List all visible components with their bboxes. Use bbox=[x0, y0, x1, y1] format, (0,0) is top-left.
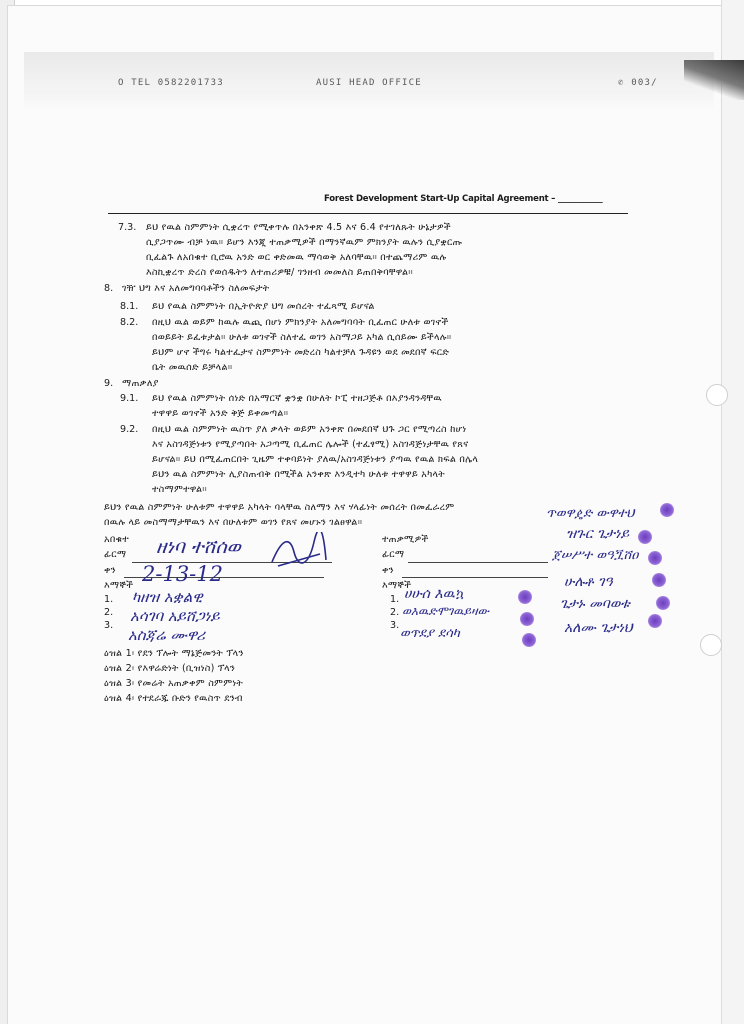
section-9-2-number: 9.2. bbox=[120, 424, 139, 435]
section-9-number: 9. bbox=[104, 378, 114, 389]
handwritten-signer-name: ዘነባ ተሸሰወ bbox=[156, 536, 241, 558]
fingerprint-stamp bbox=[638, 530, 652, 544]
fingerprint-stamp bbox=[656, 596, 670, 610]
punch-hole-bottom bbox=[700, 634, 722, 656]
punch-hole-top bbox=[706, 384, 728, 406]
section-8-2-line: በዚህ ዉል ወይም ከዉሉ ዉጪ በሆነ ምክንያት አለመግባባት ቢፈጠር ሁለቱ ወገኖች bbox=[152, 317, 449, 328]
fingerprint-stamp bbox=[520, 612, 534, 626]
left-party-label: አበቁተ bbox=[104, 534, 129, 545]
section-7-3-number: 7.3. bbox=[118, 222, 137, 233]
annex-item: ዕዝል 1፡ የደን ፕሎት ማኔጅመንት ፕላን bbox=[104, 648, 244, 659]
fax-tel: O TEL 0582201733 bbox=[118, 78, 224, 88]
handwritten-witness: አሳገባ አይሸጋነይ bbox=[130, 607, 220, 625]
fax-office: AUSI HEAD OFFICE bbox=[316, 78, 422, 88]
handwritten-beneficiary-name: ጀሠሥተ ወዓጟሸዐ bbox=[552, 548, 639, 563]
section-7-3-line: እስኪቋረጥ ድረስ የወሰዱትን ለተጠሪዎቹ/ ገንዘብ መመለስ ይጠበቅባቸዋል። bbox=[146, 267, 413, 278]
handwritten-beneficiary-name: ሁሉቶ ገዓ bbox=[564, 574, 613, 590]
left-signature-scribble bbox=[268, 532, 330, 574]
left-date-label: ቀን bbox=[104, 565, 116, 576]
annex-item: ዕዝል 2፡ የእዋሬድነት (ቢዝነስ) ፕላን bbox=[104, 663, 236, 674]
fingerprint-stamp bbox=[648, 614, 662, 628]
section-8-2-line: ይህም ሆኖ ችግሩ ካልተፈታና ስምምነት መድረስ ካልተቻለ ጉዳዩን ወደ መደበኛ ፍርድ bbox=[152, 347, 450, 358]
handwritten-witness: ሀሁሰ እዉኳ bbox=[404, 586, 464, 602]
section-9-2-line: ይሆናል። ይህ በሚፈጠርበት ጊዜም ተቀባይነት ያለዉ/አስገዳጅነቱን ያጣዉ የዉል ክፍል በሌላ bbox=[152, 454, 479, 465]
handwritten-witness: ካዘዝ አቋልዊ bbox=[132, 588, 203, 606]
section-9-2-line: ይህን ዉል ስምምነት ሊያስጠብቅ በሚችል አንቀጽ እንዲተካ ሁለቱ ተዋዋይ አካላት bbox=[152, 469, 445, 480]
section-7-3-line: ይህ የዉል ስምምነት ሲቋረጥ የሚቀጥሉ በአንቀጽ 4.5 እና 6.4 የተገለጹት ሁኔታዎች bbox=[146, 222, 451, 233]
fingerprint-stamp bbox=[660, 503, 674, 517]
section-7-3-line: ሲያጋጥሙ ብቻ ነዉ። ይሆን እንጂ ተጠቃሚዎች በማንኛዉም ምክንያት ዉሉን ሲያቋርጡ bbox=[146, 237, 463, 248]
right-date-label: ቀን bbox=[382, 565, 394, 576]
closing-line: ይህን የዉል ስምምነት ሁለቱም ተዋዋይ አካላት ባላቸዉ ስለማን እና ሃላፊነት መሰረት በመፈራረም bbox=[104, 502, 455, 513]
fingerprint-stamp bbox=[652, 573, 666, 587]
right-signature-line bbox=[408, 562, 548, 563]
right-date-line bbox=[402, 577, 548, 578]
fingerprint-stamp bbox=[522, 633, 536, 647]
section-9-2-line: ተስማምተዋል። bbox=[152, 484, 207, 495]
section-9-1-line: ተዋዋይ ወገኖች አንድ ቅጅ ይቀመጣል። bbox=[152, 408, 289, 419]
header-rule bbox=[108, 213, 628, 214]
section-8-heading: ገዥ ህግ እና አለመግባባቶችን ስለመፍታት bbox=[122, 283, 270, 294]
scan-shadow bbox=[684, 60, 744, 100]
handwritten-witness: አስጃሬ ሙዋሪ bbox=[128, 626, 206, 644]
left-witness-number: 3. bbox=[104, 620, 114, 631]
section-8-1-line: ይህ የዉል ስምምነት በኢትዮጵያ ህግ መሰረት ተፈጻሚ ይሆናል bbox=[152, 301, 375, 312]
left-signature-label: ፊርማ bbox=[104, 549, 127, 560]
right-signature-label: ፊርማ bbox=[382, 549, 405, 560]
handwritten-beneficiary-name: አለሙ ጌታነህ bbox=[564, 620, 633, 636]
annex-item: ዕዝል 3፡ የመሬት አጠቃቀም ስምምነት bbox=[104, 678, 244, 689]
left-witness-number: 1. bbox=[104, 594, 114, 605]
page-right-edge bbox=[721, 0, 744, 1024]
closing-line: በዉሉ ላይ መስማማታቸዉን እና በሁለቱም ወገን የጸና መሆኑን ገልፀዋል። bbox=[104, 517, 363, 528]
right-witness-number: 2. bbox=[390, 607, 400, 618]
annex-item: ዕዝል 4፡ የተደራጁ ቡድን የዉስጥ ደንብ bbox=[104, 693, 243, 704]
section-8-2-line: ቤት መዉሰድ ይቻላል። bbox=[152, 362, 233, 373]
right-witness-number: 1. bbox=[390, 594, 400, 605]
handwritten-witness: ወጥደያ ደሳካ bbox=[400, 626, 460, 641]
handwritten-beneficiary-name: ጌታኑ መባወቱ bbox=[560, 596, 630, 612]
section-9-1-line: ይህ የዉል ስምምነት ሰነድ በአማርኛ ቋንቋ በሁለት ኮፒ ተዘጋጅቶ በእያንዳንዳቸዉ bbox=[152, 393, 442, 404]
section-9-1-number: 9.1. bbox=[120, 393, 139, 404]
handwritten-beneficiary-name: ዝጉር ጌታነይ bbox=[566, 526, 630, 542]
right-witnesses-label: እማኞች bbox=[382, 580, 412, 591]
section-9-2-line: እና አስገዳጅነቱን የሚያጣበት አጋጣሚ ቢፈጠር ሌሎች (ተፈፃሚ) አስገዳጅነታቸዉ የጸና bbox=[152, 439, 469, 450]
fingerprint-stamp bbox=[518, 590, 532, 604]
section-9-heading: ማጠቃለያ bbox=[122, 378, 159, 389]
left-witnesses-label: እማኞች bbox=[104, 580, 134, 591]
handwritten-witness: ወእዉድሞገዉይዛው bbox=[402, 604, 490, 618]
handwritten-date: 2-13-12 bbox=[142, 562, 223, 586]
section-7-3-line: ቢፈልጉ ለአበቁተ ቢሮዉ አንድ ወር ቀድመዉ ማሳወቅ አለባቸዉ። በተጨማሪም ዉሉ bbox=[146, 252, 447, 263]
right-witness-number: 3. bbox=[390, 620, 400, 631]
left-witness-number: 2. bbox=[104, 607, 114, 618]
section-9-2-line: በዚህ ዉል ስምምነት ዉስጥ ያለ ቃላት ወይም አንቀጽ በመደበኛ ህጉ ጋር የሚጣረስ ከሆነ bbox=[152, 424, 467, 435]
section-8-2-line: በወይይት ይፈቱታል። ሁለቱ ወገኖች ስለተፈ ወገን አስማጋይ አካል ሲሰይሙ ይችላሉ። bbox=[152, 332, 452, 343]
section-8-number: 8. bbox=[104, 283, 114, 294]
handwritten-beneficiary-name: ጥወዋዼድ ውዋተህ bbox=[546, 506, 635, 521]
section-8-2-number: 8.2. bbox=[120, 317, 139, 328]
section-8-1-number: 8.1. bbox=[120, 301, 139, 312]
fax-page: ✆ 003/ bbox=[618, 78, 658, 88]
fingerprint-stamp bbox=[648, 551, 662, 565]
right-party-label: ተጠቃሚዎች bbox=[382, 534, 429, 545]
document-title: Forest Development Start-Up Capital Agreement – ___________ bbox=[324, 194, 603, 204]
